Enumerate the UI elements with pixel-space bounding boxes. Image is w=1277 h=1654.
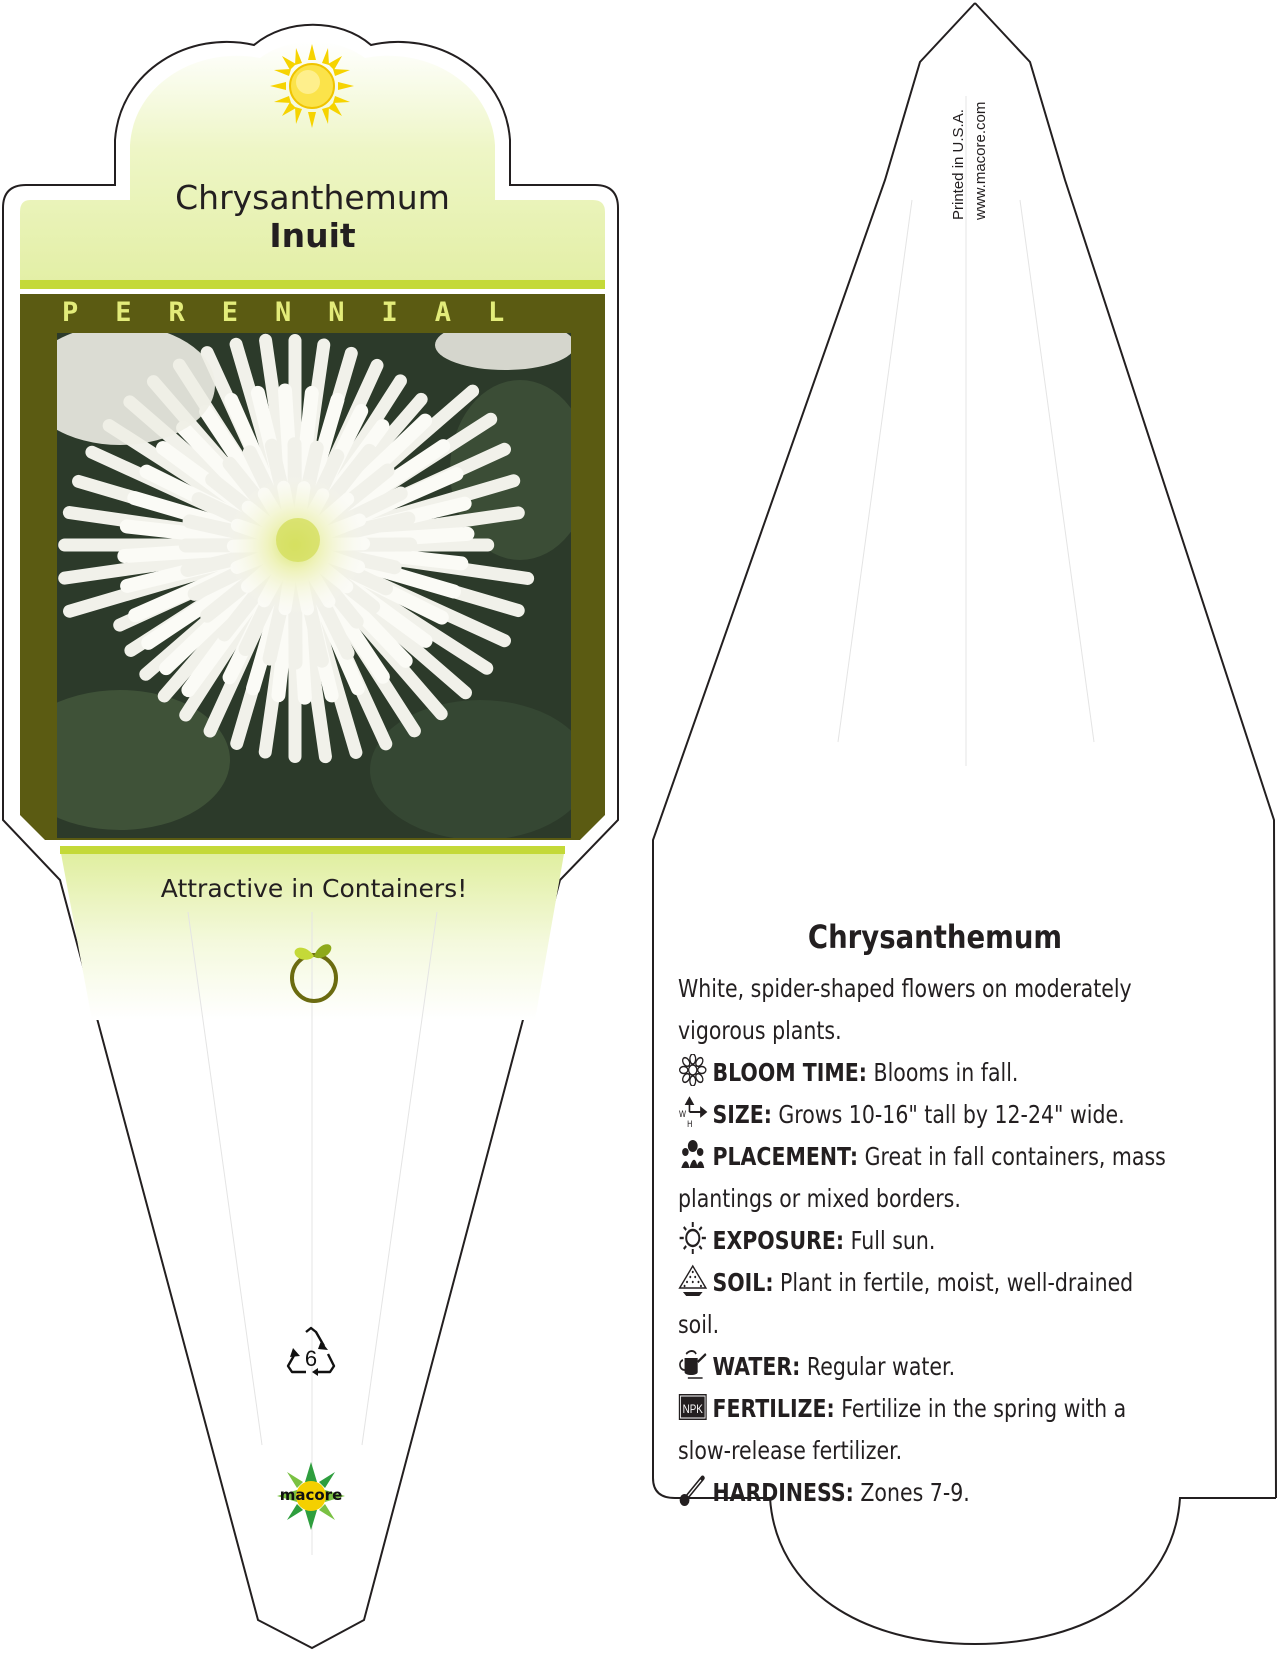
back-plant-name: Chrysanthemum	[807, 918, 1063, 956]
attr-hardiness	[678, 1472, 1170, 1514]
flower-photo	[10, 320, 590, 840]
npk-icon	[678, 1390, 708, 1422]
attr-water	[678, 1346, 1170, 1388]
fertilize-label: FERTILIZE:	[712, 1394, 835, 1423]
size-arrows-icon	[678, 1096, 708, 1128]
attr-soil	[678, 1262, 1170, 1346]
size-value: Grows 10-16" tall by 12-24" wide.	[778, 1100, 1125, 1129]
bloom-time-value: Blooms in fall.	[873, 1058, 1019, 1087]
front-cultivar-name: Inuit	[269, 216, 356, 255]
water-value: Regular water.	[806, 1352, 956, 1381]
thermometer-icon	[678, 1474, 708, 1506]
svg-text:H: H	[687, 1118, 693, 1128]
size-label: SIZE:	[712, 1100, 772, 1129]
attr-placement	[678, 1136, 1170, 1220]
plant-description: White, spider-shaped flowers on moderately vigorous plants.	[678, 974, 1132, 1045]
recycle-code: 6	[304, 1346, 318, 1371]
flower-icon	[678, 1054, 708, 1086]
hardiness-value: Zones 7-9.	[860, 1478, 970, 1507]
printed-credit	[948, 50, 992, 220]
brand-name: macore	[279, 1486, 343, 1504]
placement-label: PLACEMENT:	[712, 1142, 859, 1171]
exposure-label: EXPOSURE:	[712, 1226, 845, 1255]
sun-outline-icon	[678, 1222, 708, 1254]
container-plant-icon	[286, 938, 342, 1004]
front-plant-name: Chrysanthemum	[175, 178, 450, 217]
printed-in-text: Printed in U.S.A.	[950, 109, 967, 220]
placement-icon	[678, 1138, 708, 1170]
sun-icon	[270, 44, 354, 128]
watering-can-icon	[678, 1348, 708, 1380]
soil-label: SOIL:	[712, 1268, 774, 1297]
bloom-time-label: BLOOM TIME:	[712, 1058, 868, 1087]
hardiness-label: HARDINESS:	[712, 1478, 854, 1507]
website-text: www.macore.com	[972, 101, 989, 220]
front-tagline: Attractive in Containers!	[160, 874, 468, 903]
soil-icon	[678, 1264, 708, 1296]
attr-fertilize	[678, 1388, 1170, 1472]
placement-value: Great in fall containers, mass plantings or mixed borders.	[678, 1142, 1166, 1213]
category-label: PERENNIAL	[62, 297, 542, 328]
svg-text:NPK: NPK	[682, 1403, 703, 1417]
attr-bloom-time	[678, 1052, 1170, 1094]
fertilize-value: Fertilize in the spring with a slow-release fertilizer.	[678, 1394, 1127, 1465]
exposure-value: Full sun.	[850, 1226, 936, 1255]
water-label: WATER:	[712, 1352, 801, 1381]
care-info	[678, 968, 1170, 1514]
soil-value: Plant in fertile, moist, well-drained soil.	[678, 1268, 1134, 1339]
attr-exposure	[678, 1220, 1170, 1262]
attr-size	[678, 1094, 1170, 1136]
svg-text:W: W	[678, 1108, 687, 1120]
